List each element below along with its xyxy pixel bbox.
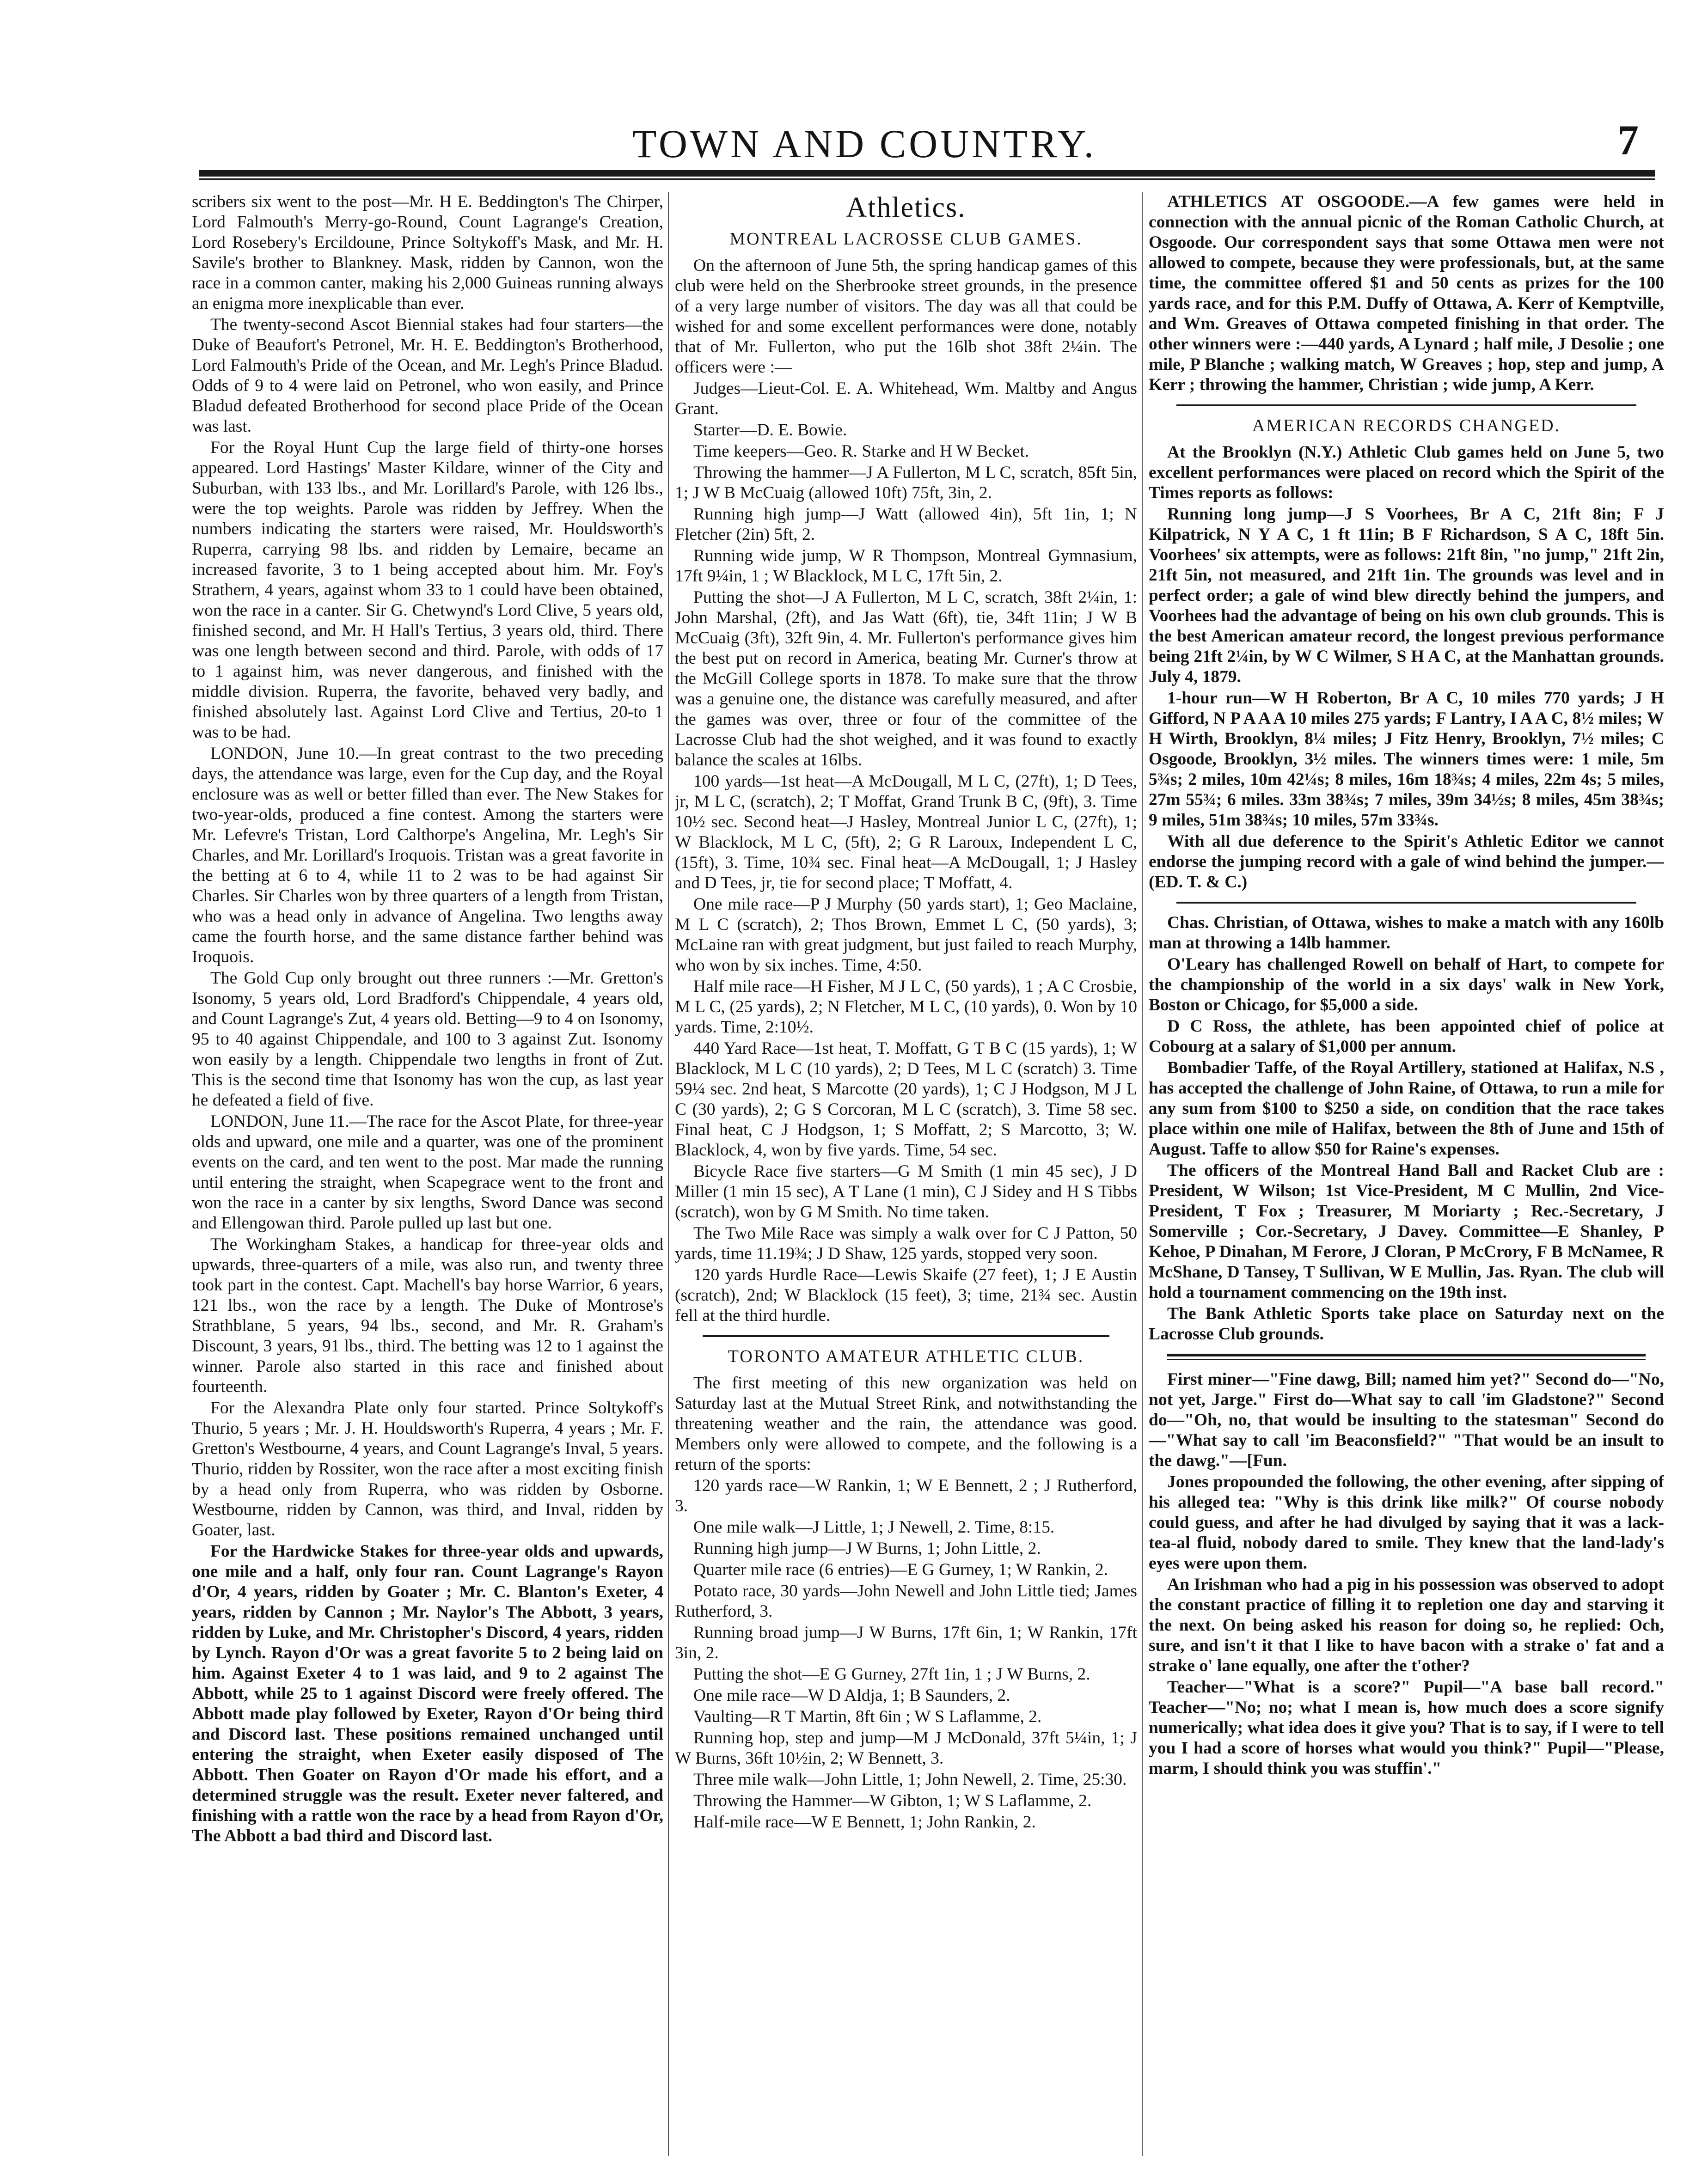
paragraph: Chas. Christian, of Ottawa, wishes to make a match with any 160lb man at throwing a 14lb hammer. <box>1149 913 1664 953</box>
paragraph: 120 yards race—W Rankin, 1; W E Bennett, 2 ; J Rutherford, 3. <box>675 1476 1137 1515</box>
paragraph: Potato race, 30 yards—John Newell and John Little tied; James Rutherford, 3. <box>675 1582 1137 1621</box>
paragraph: Putting the shot—E G Gurney, 27ft 1in, 1 ; J W Burns, 2. <box>693 1665 1090 1684</box>
paragraph: Throwing the hammer—J A Fullerton, M L C, scratch, 85ft 5in, 1; J W B McCuaig (allowed 10ft) 75ft, 3in, 2. <box>675 463 1137 502</box>
paragraph: 120 yards Hurdle Race—Lewis Skaife (27 feet), 1; J E Austin (scratch), 2nd; W Blacklock (15 feet), 3; time, 21¾ sec. Austin fell at the third hurdle. <box>675 1265 1137 1325</box>
paragraph: O'Leary has challenged Rowell on behalf of Hart, to compete for the championship of the world in a six days' walk in New York, Boston or Chicago, for $5,000 a side. <box>1149 955 1664 1014</box>
paragraph: LONDON, June 10.—In great contrast to the two preceding days, the attendance was large, even for the Cup day, and the Royal enclosure was as well or better filled than ever. The New Stakes for two-year-olds, produced a fine contest. Among the starters were Mr. Lefevre's Tristan, Lord Calthorpe's Angelina, Mr. Legh's Sir Charles, and Mr. Lorillard's Iroquois. Tristan was a great favorite in the betting at 6 to 4, while 11 to 2 was to be had against Sir Charles. Sir Charles won by three quarters of a length from Tristan, who was a head only in advance of Angelina. Two lengths away came the fourth horse, and the same distance farther behind was Iroquois. <box>192 744 663 966</box>
paragraph: The Two Mile Race was simply a walk over for C J Patton, 50 yards, time 11.19¾; J D Shaw, 125 yards, stopped very soon. <box>675 1224 1137 1263</box>
paragraph: Judges—Lieut-Col. E. A. Whitehead, Wm. Maltby and Angus Grant. <box>675 379 1137 418</box>
separator-rule <box>703 1335 1109 1337</box>
column-divider <box>1142 192 1143 2156</box>
paragraph: The Gold Cup only brought out three runners :—Mr. Gretton's Isonomy, 5 years old, Lord Bradford's Chippendale, 4 years old, and Count Lagrange's Zut, 4 years old. Betting—9 to 4 on Isonomy, 95 to 40 against Chippendale, and 100 to 3 against Zut. Isonomy won easily by a length. Chippendale two lengths in front of Zut. This is the second time that Isonomy has won the cup, as last year he defeated a field of five. <box>192 969 663 1110</box>
paragraph: The officers of the Montreal Hand Ball and Racket Club are : President, W Wilson; 1st Vice-President, M C Mullin, 2nd Vice-President, T Fox ; Treasurer, M Moriarty ; Rec.-Secretary, J Somerville ; Cor.-Secretary, J Davey. Committee—E Shanley, P Kehoe, P Dinahan, M Ferore, J Cloran, P McCrory, F B McNamee, R McShane, D Tansey, T Sullivan, W E Mullin, Jas. Ryan. The club will hold a tournament commencing on the 19th inst. <box>1149 1161 1664 1302</box>
paragraph: The Workingham Stakes, a handicap for three-year olds and upwards, three-quarters of a mile, was also run, and twenty three took part in the contest. Capt. Machell's bay horse Warrior, 6 years, 121 lbs., won the race by a length. The Duke of Montrose's Strathblane, 5 years, 94 lbs., second, and Mr. R. Graham's Discount, 3 years, 91 lbs., third. The betting was 12 to 1 against the winner. Parole also started in this race and finished about fourteenth. <box>192 1235 663 1396</box>
paragraph: Running long jump—J S Voorhees, Br A C, 21ft 8in; F J Kilpatrick, N Y A C, 1 ft 11in; B F Richardson, S A C, 18ft 5in. Voorhees' six attempts, were as follows: 21ft 8in, "no jump," 21ft 2in, 21ft 5in, not measured, and 21ft 1in. The grounds was level and in perfect order; a gale of wind blew directly behind the jumpers, and Voorhees had the advantage of being on his own club grounds. This is the best American amateur record, the longest previous performance being 21ft 2¼in, by W C Wilmer, S H A C, at the Manhattan grounds. July 4, 1879. <box>1149 505 1664 686</box>
separator-rule-double <box>1167 1354 1646 1360</box>
paragraph: scribers six went to the post—Mr. H E. Beddington's The Chirper, Lord Falmouth's Merry-go-Round, Count Lagrange's Creation, Lord Rosebery's Ercildoune, Prince Soltykoff's Mask, and Mr. H. Savile's brother to Blankney. Mask, ridden by Cannon, won the race in a common canter, making his 2,000 Guineas running always an enigma more inexplicable than ever. <box>192 192 663 313</box>
paragraph: At the Brooklyn (N.Y.) Athletic Club games held on June 5, two excellent performances were placed on record which the Spirit of the Times reports as follows: <box>1149 443 1664 502</box>
paragraph: For the Hardwicke Stakes for three-year olds and upwards, one mile and a half, only four ran. Count Lagrange's Rayon d'Or, 4 years, ridden by Goater ; Mr. C. Blanton's Exeter, 4 years, ridden by Cannon ; Mr. Naylor's The Abbott, 3 years, ridden by Luke, and Mr. Christopher's Discord, 4 years, ridden by Lynch. Rayon d'Or was a great favorite 5 to 2 being laid on him. Against Exeter 4 to 1 was laid, and 9 to 2 against The Abbott, while 25 to 1 against Discord were freely offered. The Abbott made play followed by Exeter, Rayon d'Or being third and Discord last. These positions remained unchanged until entering the straight, when Exeter easily disposed of The Abbott. Then Goater on Rayon d'Or made his effort, and a determined struggle was the result. Exeter never faltered, and finishing with a rattle won the race by a head from Rayon d'Or, The Abbott a bad third and Discord last. <box>192 1542 663 1845</box>
column-athletics <box>675 192 1137 2156</box>
paragraph: D C Ross, the athlete, has been appointed chief of police at Cobourg at a salary of $1,000 per annum. <box>1149 1017 1664 1056</box>
section-title: Athletics. <box>846 192 966 223</box>
paragraph: Time keepers—Geo. R. Starke and H W Becket. <box>693 442 1029 461</box>
paragraph: Bombadier Taffe, of the Royal Artillery, stationed at Halifax, N.S , has accepted the challenge of John Raine, of Ottawa, to run a mile for any sum from $100 to $250 a side, on condition that the race takes place within one mile of Halifax, between the 8th of June and 15th of August. Taffe to allow $50 for Raine's expenses. <box>1149 1058 1664 1159</box>
paragraph: On the afternoon of June 5th, the spring handicap games of this club were held on the Sherbrooke street grounds, in the presence of a very large number of visitors. The day was all that could be wished for and some excellent performances were done, notably that of Mr. Fullerton, who put the 16lb shot 38ft 2¼in. The officers were :— <box>675 256 1137 377</box>
paragraph: One mile walk—J Little, 1; J Newell, 2. Time, 8:15. <box>693 1518 1055 1537</box>
paragraph: ATHLETICS AT OSGOODE.—A few games were held in connection with the annual picnic of the Roman Catholic Church, at Osgoode. Our correspondent says that some Ottawa men were not allowed to compete, because they were professionals, but, at the same time, the committee offered $1 and 50 cents as prizes for the 100 yards race, and for this P.M. Duffy of Ottawa, A. Kerr of Kemptville, and Wm. Greaves of Ottawa competed finishing in that order. The other winners were :—440 yards, A Lynard ; half mile, J Desolie ; one mile, P Blanche ; walking match, W Greaves ; hop, step and jump, A Kerr ; throwing the hammer, Christian ; wide jump, A Kerr. <box>1149 192 1664 394</box>
paragraph: The twenty-second Ascot Biennial stakes had four starters—the Duke of Beaufort's Petronel, Mr. H. E. Beddington's Brotherhood, Lord Falmouth's Pride of the Ocean, and Mr. Legh's Prince Bladud. Odds of 9 to 4 were laid on Petronel, who won easily, and Prince Bladud defeated Brotherhood for second place Pride of the Ocean was last. <box>192 315 663 436</box>
paragraph: 100 yards—1st heat—A McDougall, M L C, (27ft), 1; D Tees, jr, M L C, (scratch), 2; T Moffat, Grand Trunk B C, (9ft), 3. Time 10½ sec. Second heat—J Hasley, Montreal Junior L C, (27ft), 1; W Blacklock, M L C, (5ft), 2; G R Laroux, Independent L C, (15ft), 3. Time, 10¾ sec. Final heat—A McDougall, 1; J Hasley and D Tees, jr, tie for second place; T Moffatt, 4. <box>675 772 1137 892</box>
paragraph: Bicycle Race five starters—G M Smith (1 min 45 sec), J D Miller (1 min 15 sec), A T Lane (1 min), C J Sidey and H S Tibbs (scratch), won by G M Smith. No time taken. <box>675 1162 1137 1222</box>
separator-rule <box>1176 404 1636 406</box>
article-heading: MONTREAL LACROSSE CLUB GAMES. <box>729 229 1083 249</box>
paragraph: First miner—"Fine dawg, Bill; named him yet?" Second do—"No, not yet, Jarge." First do—What say to call 'im Gladstone?" Second do—"Oh, no, that would be insulting to the statesman" Second do —"What say to call 'im Beaconsfield?" "That would be an insult to the dawg."—[Fun. <box>1149 1370 1664 1470</box>
paragraph: The first meeting of this new organization was held on Saturday last at the Mutual Street Rink, and notwithstanding the threatening weather and the rain, the attendance was good. Members only were allowed to compete, and the following is a return of the sports: <box>675 1374 1137 1474</box>
paragraph: Running high jump—J W Burns, 1; John Little, 2. <box>693 1539 1041 1558</box>
paragraph: Running wide jump, W R Thompson, Montreal Gymnasium, 17ft 9¼in, 1 ; W Blacklock, M L C, 17ft 5in, 2. <box>675 546 1137 586</box>
separator-rule <box>1176 902 1636 904</box>
masthead-rule-thin <box>199 178 1655 180</box>
paragraph: Starter—D. E. Bowie. <box>693 421 847 440</box>
column-racing <box>192 192 663 2156</box>
paragraph: Half-mile race—W E Bennett, 1; John Rankin, 2. <box>693 1813 1036 1832</box>
article-heading: TORONTO AMATEUR ATHLETIC CLUB. <box>728 1347 1084 1366</box>
paragraph: Jones propounded the following, the other evening, after sipping of his alleged tea: "Why is this drink like milk?" Of course nobody could guess, and after he had divulged by saying that it was a lack-tea-al fluid, nobody dared to smile. They knew that the land-lady's eyes were upon them. <box>1149 1472 1664 1573</box>
masthead-title: TOWN AND COUNTRY. <box>632 122 1097 166</box>
column-records <box>1149 192 1664 2156</box>
paragraph: One mile race—W D Aldja, 1; B Saunders, 2. <box>693 1686 1010 1705</box>
paragraph: Putting the shot—J A Fullerton, M L C, scratch, 38ft 2¼in, 1: John Marshal, (2ft), and Jas Watt (6ft), tie, 34ft 11in; J W B McCuaig (3ft), 32ft 9in, 4. Mr. Fullerton's performance gives him the best put on record in America, beating Mr. Curner's throw at the McGill College sports in 1878. To make sure that the throw was a genuine one, the distance was carefully measured, and after the games was over, three or four of the committee of the Lacrosse Club had the shot weighed, and it was found to exactly balance the scales at 16lbs. <box>675 588 1137 770</box>
paragraph: Half mile race—H Fisher, M J L C, (50 yards), 1 ; A C Crosbie, M L C, (25 yards), 2; N Fletcher, M L C, (10 yards), 0. Won by 10 yards. Time, 2:10½. <box>675 977 1137 1037</box>
paragraph: Three mile walk—John Little, 1; John Newell, 2. Time, 25:30. <box>693 1770 1127 1789</box>
page-number: 7 <box>1617 116 1639 164</box>
paragraph: 440 Yard Race—1st heat, T. Moffatt, G T B C (15 yards), 1; W Blacklock, M L C (10 yards), 2; D Tees, M L C (scratch) 3. Time 59¼ sec. 2nd heat, S Marcotte (20 yards), 1; C J Hodgson, M J L C (30 yards), 2; G S Corcoran, M L C (scratch), 3. Time 58 sec. Final heat, C J Hodgson, 1; S Moffatt, 2; S Marcotto, 3; W. Blacklock, 4, won by five yards. Time, 54 sec. <box>675 1039 1137 1160</box>
column-divider <box>668 192 669 2156</box>
paragraph: Quarter mile race (6 entries)—E G Gurney, 1; W Rankin, 2. <box>693 1560 1108 1579</box>
paragraph: Throwing the Hammer—W Gibton, 1; W S Laflamme, 2. <box>693 1791 1092 1810</box>
paragraph: 1-hour run—W H Roberton, Br A C, 10 miles 770 yards; J H Gifford, N P A A A 10 miles 275 yards; F Lantry, I A A C, 8½ miles; W H Wirth, Brooklyn, 8¼ miles; J Fitz Henry, Brooklyn, 7½ miles; C Osgoode, Brooklyn, 3½ miles. The winners times were: 1 mile, 5m 5¾s; 2 miles, 10m 42¼s; 8 miles, 16m 18¾s; 4 miles, 22m 4s; 5 miles, 27m 55¾; 6 miles. 33m 38¾s; 7 miles, 39m 34½s; 8 miles, 45m 38¾s; 9 miles, 51m 38¾s; 10 miles, 57m 33¾s. <box>1149 689 1664 830</box>
masthead-rule <box>199 170 1655 177</box>
paragraph: For the Alexandra Plate only four started. Prince Soltykoff's Thurio, 5 years ; Mr. J. H. Houldsworth's Ruperra, 4 years ; Mr. F. Gretton's Westbourne, 4 years, and Count Lagrange's Inval, 5 years. Thurio, ridden by Rossiter, won the race after a most exciting finish by a head only from Ruperra, who was ridden by Osborne. Westbourne, ridden by Cannon, was third, and Inval, ridden by Goater, last. <box>192 1399 663 1540</box>
paragraph: One mile race—P J Murphy (50 yards start), 1; Geo Maclaine, M L C (scratch), 2; Thos Brown, Emmet L C, (50 yards), 3; McLaine ran with great judgment, but just failed to reach Murphy, who won by six inches. Time, 4:50. <box>675 895 1137 975</box>
paragraph: An Irishman who had a pig in his possession was observed to adopt the constant practice of filling it to repletion one day and starving it the next. On being asked his reason for doing so, he replied: Och, sure, and isn't it that I like to have bacon with a strake o' fat and a strake o' lane equally, one after the t'other? <box>1149 1575 1664 1675</box>
paragraph: Running hop, step and jump—M J McDonald, 37ft 5¼in, 1; J W Burns, 36ft 10½in, 2; W Bennett, 3. <box>675 1729 1137 1768</box>
paragraph: LONDON, June 11.—The race for the Ascot Plate, for three-year olds and upward, one mile and a quarter, was one of the prominent events on the card, and ten went to the post. Mar made the running until entering the straight, when Scapegrace went to the front and won the race in a canter by six lengths, Sword Dance was second and Ellengowan third. Parole pulled up last but one. <box>192 1112 663 1233</box>
paragraph: Vaulting—R T Martin, 8ft 6in ; W S Laflamme, 2. <box>693 1707 1042 1726</box>
paragraph: The Bank Athletic Sports take place on Saturday next on the Lacrosse Club grounds. <box>1149 1304 1664 1344</box>
paragraph: Running high jump—J Watt (allowed 4in), 5ft 1in, 1; N Fletcher (2in) 5ft, 2. <box>675 505 1137 544</box>
paragraph: Running broad jump—J W Burns, 17ft 6in, 1; W Rankin, 17ft 3in, 2. <box>675 1623 1137 1662</box>
article-heading: AMERICAN RECORDS CHANGED. <box>1252 416 1561 435</box>
paragraph: Teacher—"What is a score?" Pupil—"A base ball record." Teacher—"No; no; what I mean is, how much does a score signify numerically; what idea does it give you? That is to say, if I were to tell you I had a score of horses what would you think?" Pupil—"Please, marm, I should think you was stuffin'." <box>1149 1678 1664 1778</box>
paragraph: With all due deference to the Spirit's Athletic Editor we cannot endorse the jumping record with a gale of wind behind the jumper.—(ED. T. & C.) <box>1149 832 1664 892</box>
paragraph: For the Royal Hunt Cup the large field of thirty-one horses appeared. Lord Hastings' Master Kildare, winner of the City and Suburban, with 133 lbs., and Mr. Lorillard's Parole, with 126 lbs., were the top weights. Parole was ridden by Jeffrey. When the numbers indicating the starters were raised, Mr. Houldsworth's Ruperra, carrying 98 lbs. and ridden by Lemaire, became an increased favorite, 3 to 1 being accepted about him. Mr. Foy's Strathern, 4 years, against whom 33 to 1 could have been obtained, won the race in a canter. Sir G. Chetwynd's Lord Clive, 5 years old, finished second, and Mr. H Hall's Tertius, 3 years old, third. There was one length between second and third. Parole, with odds of 17 to 1 against him, was never dangerous, and finished with the middle division. Ruperra, the favorite, behaved very badly, and finished absolutely last. Against Lord Clive and Tertius, 20-to 1 was to be had. <box>192 438 663 742</box>
